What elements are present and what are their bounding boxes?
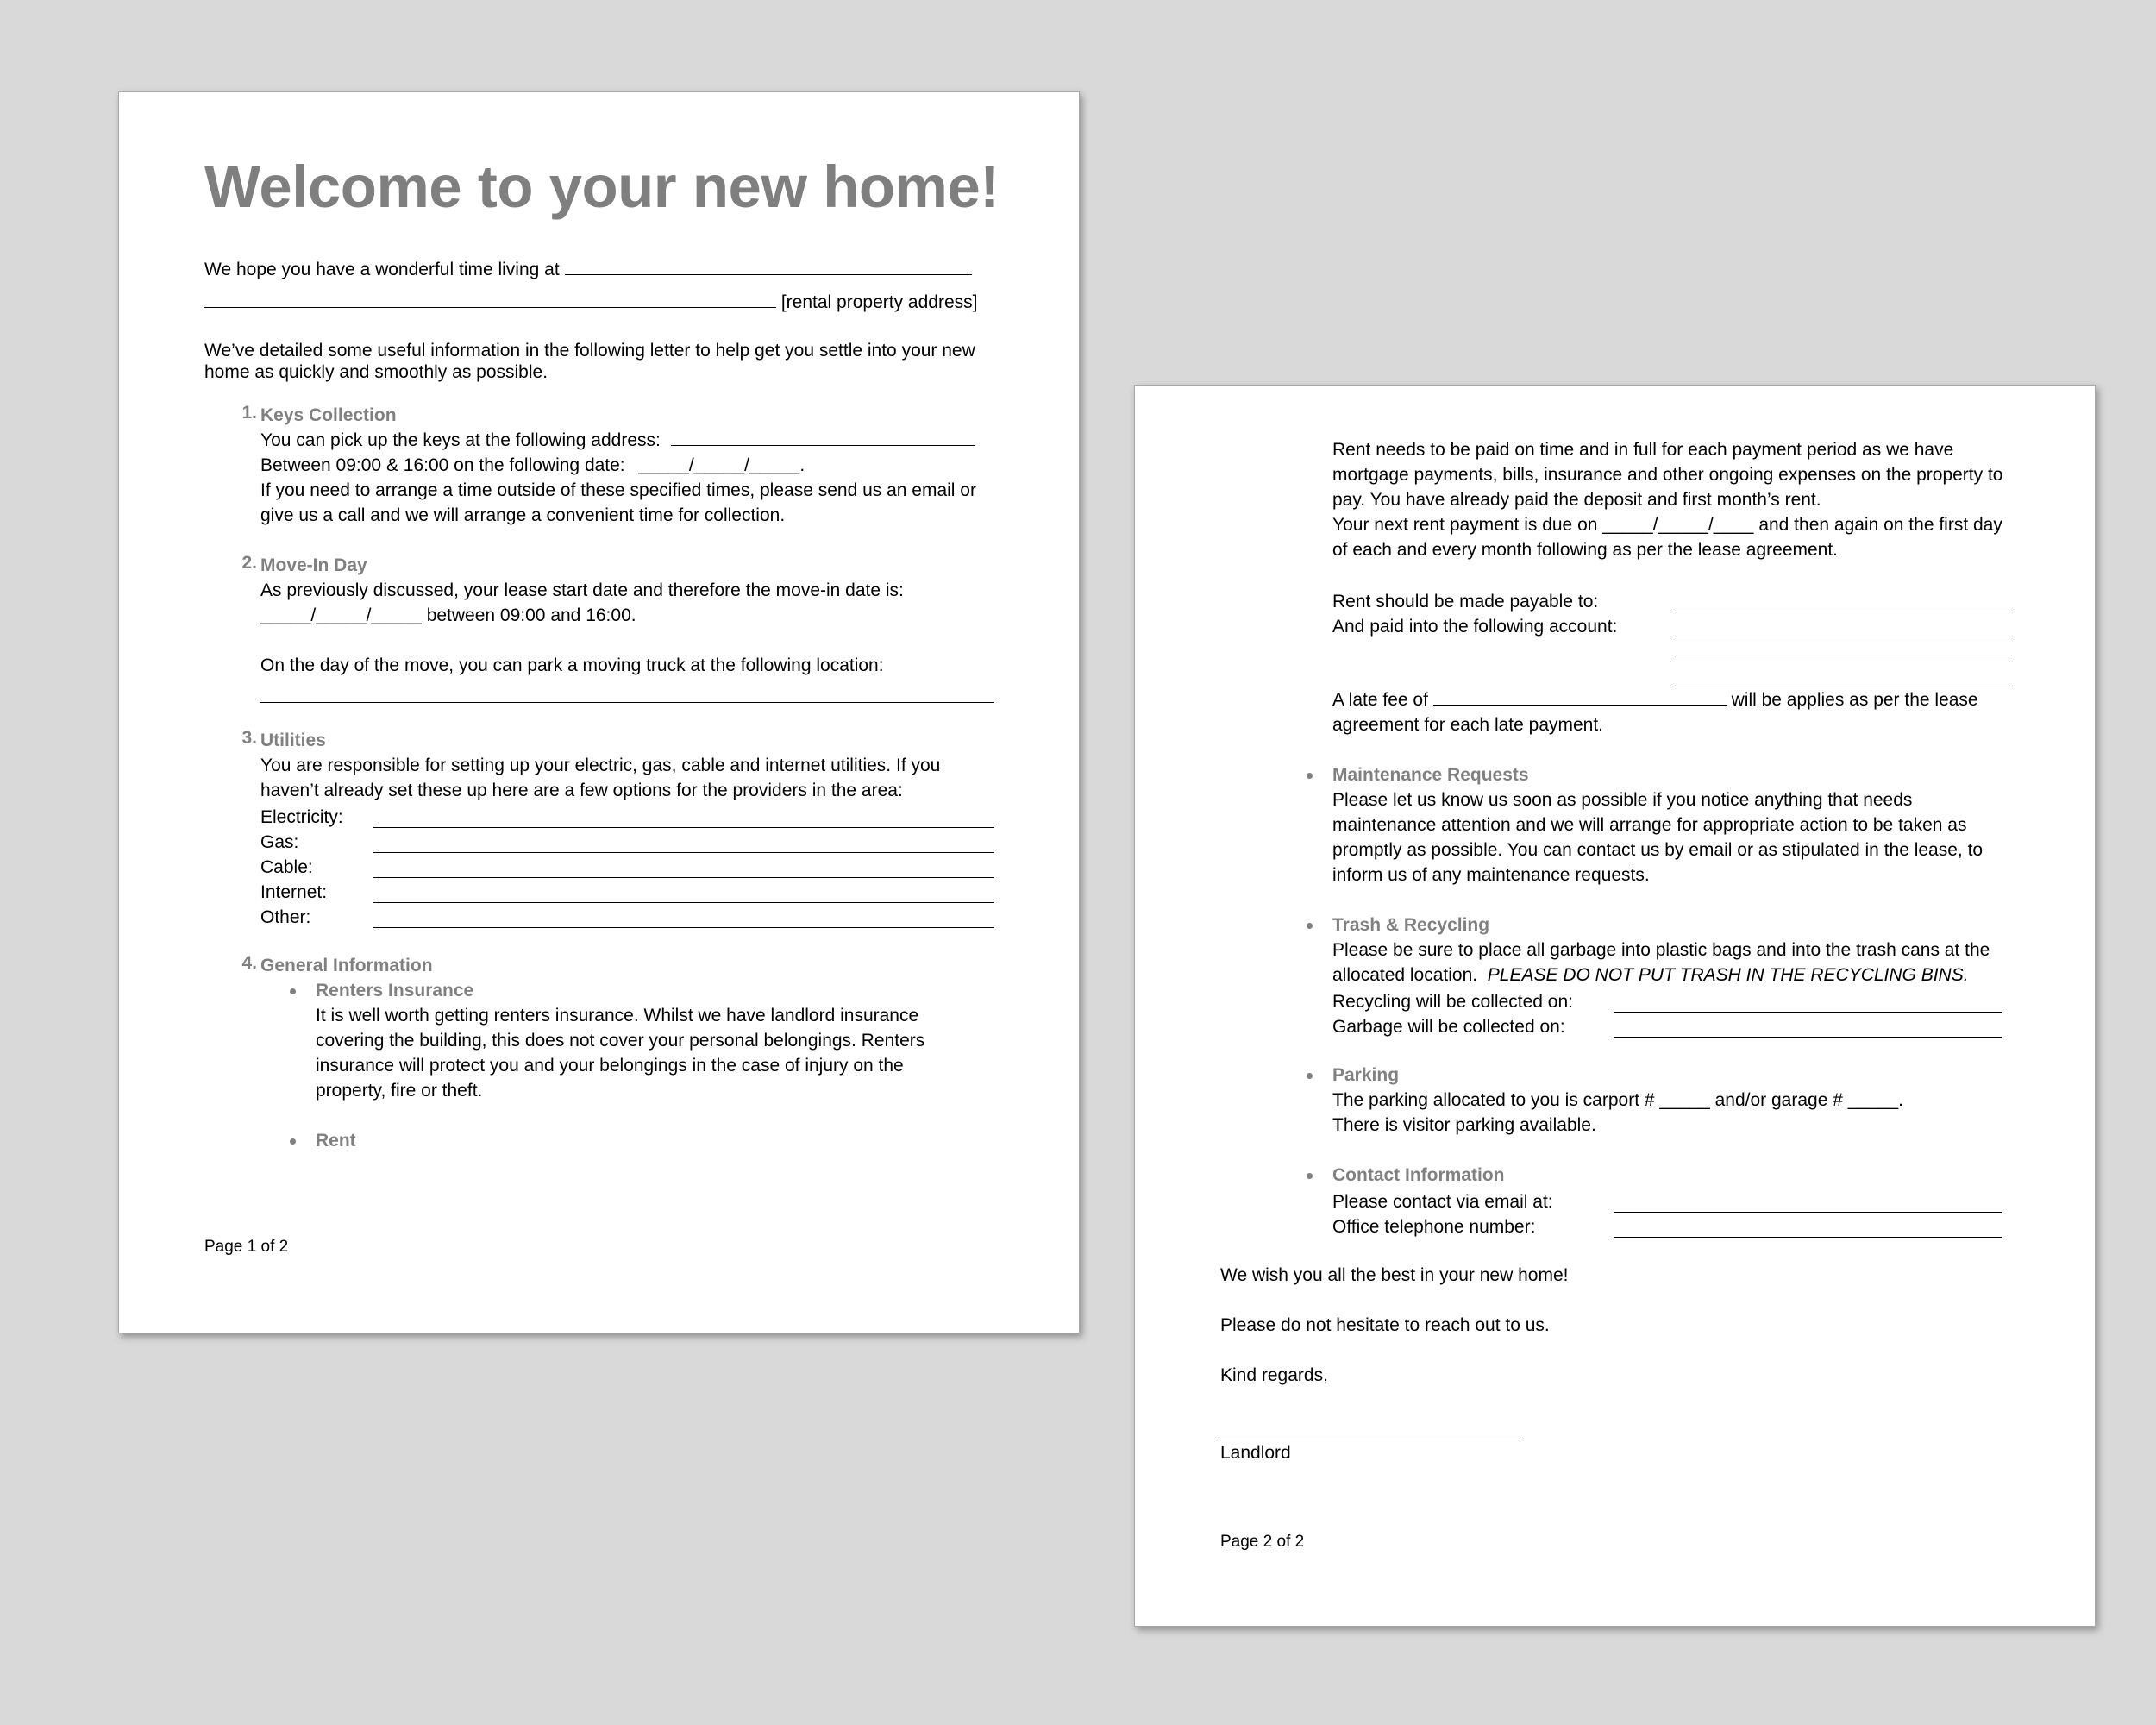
provider-label: Electricity:	[260, 807, 343, 827]
section-number: 4.	[241, 953, 257, 973]
parking-visitor-text: There is visitor parking available.	[1332, 1115, 1596, 1135]
provider-label: Gas:	[260, 832, 299, 852]
provider-blank[interactable]	[373, 810, 994, 828]
provider-label: Cable:	[260, 857, 313, 877]
payable-blank[interactable]	[1670, 594, 2010, 612]
address-blank-1[interactable]	[565, 257, 972, 275]
section-number: 2.	[241, 553, 257, 573]
phone-label: Office telephone number:	[1332, 1217, 1536, 1237]
bullet-renters-insurance	[316, 978, 994, 1103]
section-number: 1.	[241, 403, 257, 423]
account-blank[interactable]	[1670, 644, 2010, 662]
provider-blank[interactable]	[373, 860, 994, 878]
late-fee-post: will be applies as per the lease agreement for each late payment.	[1332, 690, 1978, 735]
provider-label: Other:	[260, 907, 311, 927]
account-blank[interactable]	[1670, 619, 2010, 637]
move-date-blank[interactable]: _____/_____/_____	[260, 605, 422, 625]
signature-name: Landlord	[1220, 1443, 1291, 1463]
detail-text: We’ve detailed some useful information in the following letter to help get you settle into your new home as quickly and smoothly as possible.	[204, 341, 975, 382]
sub-heading: Contact Information	[1332, 1165, 1505, 1185]
account-row	[1332, 612, 2010, 637]
bullet-icon	[1307, 773, 1313, 779]
keys-address-blank[interactable]	[671, 428, 975, 446]
bullet-icon	[290, 1138, 296, 1145]
bullet-icon	[290, 988, 296, 994]
closing-wish: We wish you all the best in your new home!	[1220, 1265, 1569, 1285]
keys-line-3: If you need to arrange a time outside of these specified times, please send us an email or give us a call and we will arrange a convenient time for collection.	[260, 480, 976, 525]
bullet-maintenance	[1332, 762, 2010, 888]
closing-reach-out: Please do not hesitate to reach out to us.	[1220, 1315, 1550, 1335]
section-heading: Move-In Day	[260, 555, 367, 575]
rent-due-post: and then again on the first day of each and every month following as per the lease agreement.	[1332, 515, 2002, 560]
trash-text	[1332, 938, 2010, 988]
account-row-2	[1332, 637, 2010, 662]
sub-heading: Rent	[316, 1131, 356, 1151]
provider-blank[interactable]	[373, 910, 994, 928]
section-heading: Keys Collection	[260, 405, 397, 425]
keys-line-2	[260, 453, 994, 478]
section-heading: Utilities	[260, 731, 326, 750]
email-blank[interactable]	[1614, 1195, 2002, 1213]
bullet-contact	[1332, 1163, 2010, 1238]
sub-heading: Trash & Recycling	[1332, 915, 1490, 935]
section-move-in	[241, 553, 994, 703]
provider-blank[interactable]	[373, 885, 994, 903]
intro-text: We hope you have a wonderful time living at	[204, 260, 560, 279]
section-keys	[241, 403, 994, 528]
provider-row	[260, 828, 994, 853]
email-row	[1332, 1188, 2010, 1213]
address-blank-2[interactable]	[204, 290, 776, 308]
maintenance-text: Please let us know us soon as possible if you notice anything that needs maintenance attention and we will arrange for appropriate action to be taken as promptly as possible. You can contact us by email or as stipulated in the lease, to inform us of any maintenance requests.	[1332, 790, 1984, 885]
bullet-icon	[1307, 1173, 1313, 1179]
move-line-2	[260, 603, 994, 628]
recycling-blank[interactable]	[1614, 994, 2002, 1013]
document-page-2	[1134, 385, 2096, 1627]
account-blank[interactable]	[1670, 669, 2010, 687]
trash-instructions: Please be sure to place all garbage into plastic bags and into the trash cans at the allocated location.	[1332, 940, 1990, 985]
section-general	[241, 953, 994, 1153]
keys-line-1	[260, 428, 994, 453]
keys-date-label: Between 09:00 & 16:00 on the following date:	[260, 455, 625, 475]
signature-line[interactable]	[1220, 1422, 1524, 1440]
section-number: 3.	[241, 728, 257, 748]
truck-location-blank[interactable]	[260, 685, 994, 703]
renters-insurance-text: It is well worth getting renters insurance. Whilst we have landlord insurance covering the building, this does not cover your personal belongings. Renters insurance will protect you and your belongings in the case of injury on the property, fire or theft.	[316, 1006, 925, 1101]
provider-row	[260, 853, 994, 878]
garbage-row	[1332, 1013, 2010, 1038]
sub-heading: Renters Insurance	[316, 981, 474, 1000]
utilities-text: You are responsible for setting up your electric, gas, cable and internet utilities. If you haven’t already set these up here are a few options for the providers in the area:	[260, 756, 941, 800]
bullet-icon	[1307, 1073, 1313, 1079]
address-placeholder: [rental property address]	[780, 292, 978, 312]
recycling-label: Recycling will be collected on:	[1332, 992, 1573, 1012]
payment-block	[1332, 587, 2010, 687]
payable-row	[1332, 587, 2010, 612]
garbage-label: Garbage will be collected on:	[1332, 1017, 1565, 1037]
keys-date-blank[interactable]: _____/_____/_____.	[638, 455, 805, 475]
provider-blank[interactable]	[373, 835, 994, 853]
document-page-1	[118, 91, 1080, 1333]
provider-row	[260, 878, 994, 903]
rent-due-text	[1332, 512, 2010, 562]
recycling-row	[1332, 988, 2010, 1013]
phone-row	[1332, 1213, 2010, 1238]
page-footer: Page 1 of 2	[204, 1238, 289, 1256]
move-time-text: between 09:00 and 16:00.	[426, 605, 636, 625]
late-fee-blank[interactable]	[1433, 687, 1727, 706]
provider-label: Internet:	[260, 882, 328, 902]
bullet-rent	[316, 1128, 994, 1153]
address-line	[204, 290, 994, 315]
phone-blank[interactable]	[1614, 1220, 2002, 1238]
rent-due-date-blank[interactable]: _____/_____/____	[1602, 515, 1754, 535]
rent-due-label: Your next rent payment is due on	[1332, 515, 1598, 535]
move-line-3: On the day of the move, you can park a moving truck at the following location:	[260, 656, 884, 675]
provider-row	[260, 903, 994, 928]
garbage-blank[interactable]	[1614, 1019, 2002, 1038]
section-heading: General Information	[260, 956, 433, 975]
email-label: Please contact via email at:	[1332, 1192, 1553, 1212]
parking-text: The parking allocated to you is carport # _____ and/or garage # _____.	[1332, 1090, 1903, 1110]
payable-label: Rent should be made payable to:	[1332, 592, 1599, 612]
truck-location-row	[260, 678, 994, 703]
section-utilities	[241, 728, 994, 928]
late-fee-text	[1332, 687, 2010, 737]
page-footer: Page 2 of 2	[1220, 1533, 1305, 1551]
intro-line	[204, 257, 994, 282]
late-fee-label: A late fee of	[1332, 690, 1428, 710]
rent-text: Rent needs to be paid on time and in full for each payment period as we have mortgage payments, bills, insurance and other ongoing expenses on the property to pay. You have already paid the deposit and first month’s rent.	[1332, 440, 2003, 510]
keys-address-label: You can pick up the keys at the following address:	[260, 430, 661, 450]
closing-regards: Kind regards,	[1220, 1365, 1328, 1385]
page-title: Welcome to your new home!	[204, 154, 1000, 220]
move-line-1: As previously discussed, your lease start date and therefore the move-in date is:	[260, 580, 904, 600]
provider-row	[260, 803, 994, 828]
bullet-parking	[1332, 1063, 2010, 1138]
account-row-3	[1332, 662, 2010, 687]
trash-warning: PLEASE DO NOT PUT TRASH IN THE RECYCLING BINS.	[1487, 965, 1969, 985]
account-label: And paid into the following account:	[1332, 617, 1618, 637]
sub-heading: Maintenance Requests	[1332, 765, 1529, 785]
bullet-icon	[1307, 923, 1313, 929]
sub-heading: Parking	[1332, 1065, 1400, 1085]
bullet-trash	[1332, 913, 2010, 1038]
